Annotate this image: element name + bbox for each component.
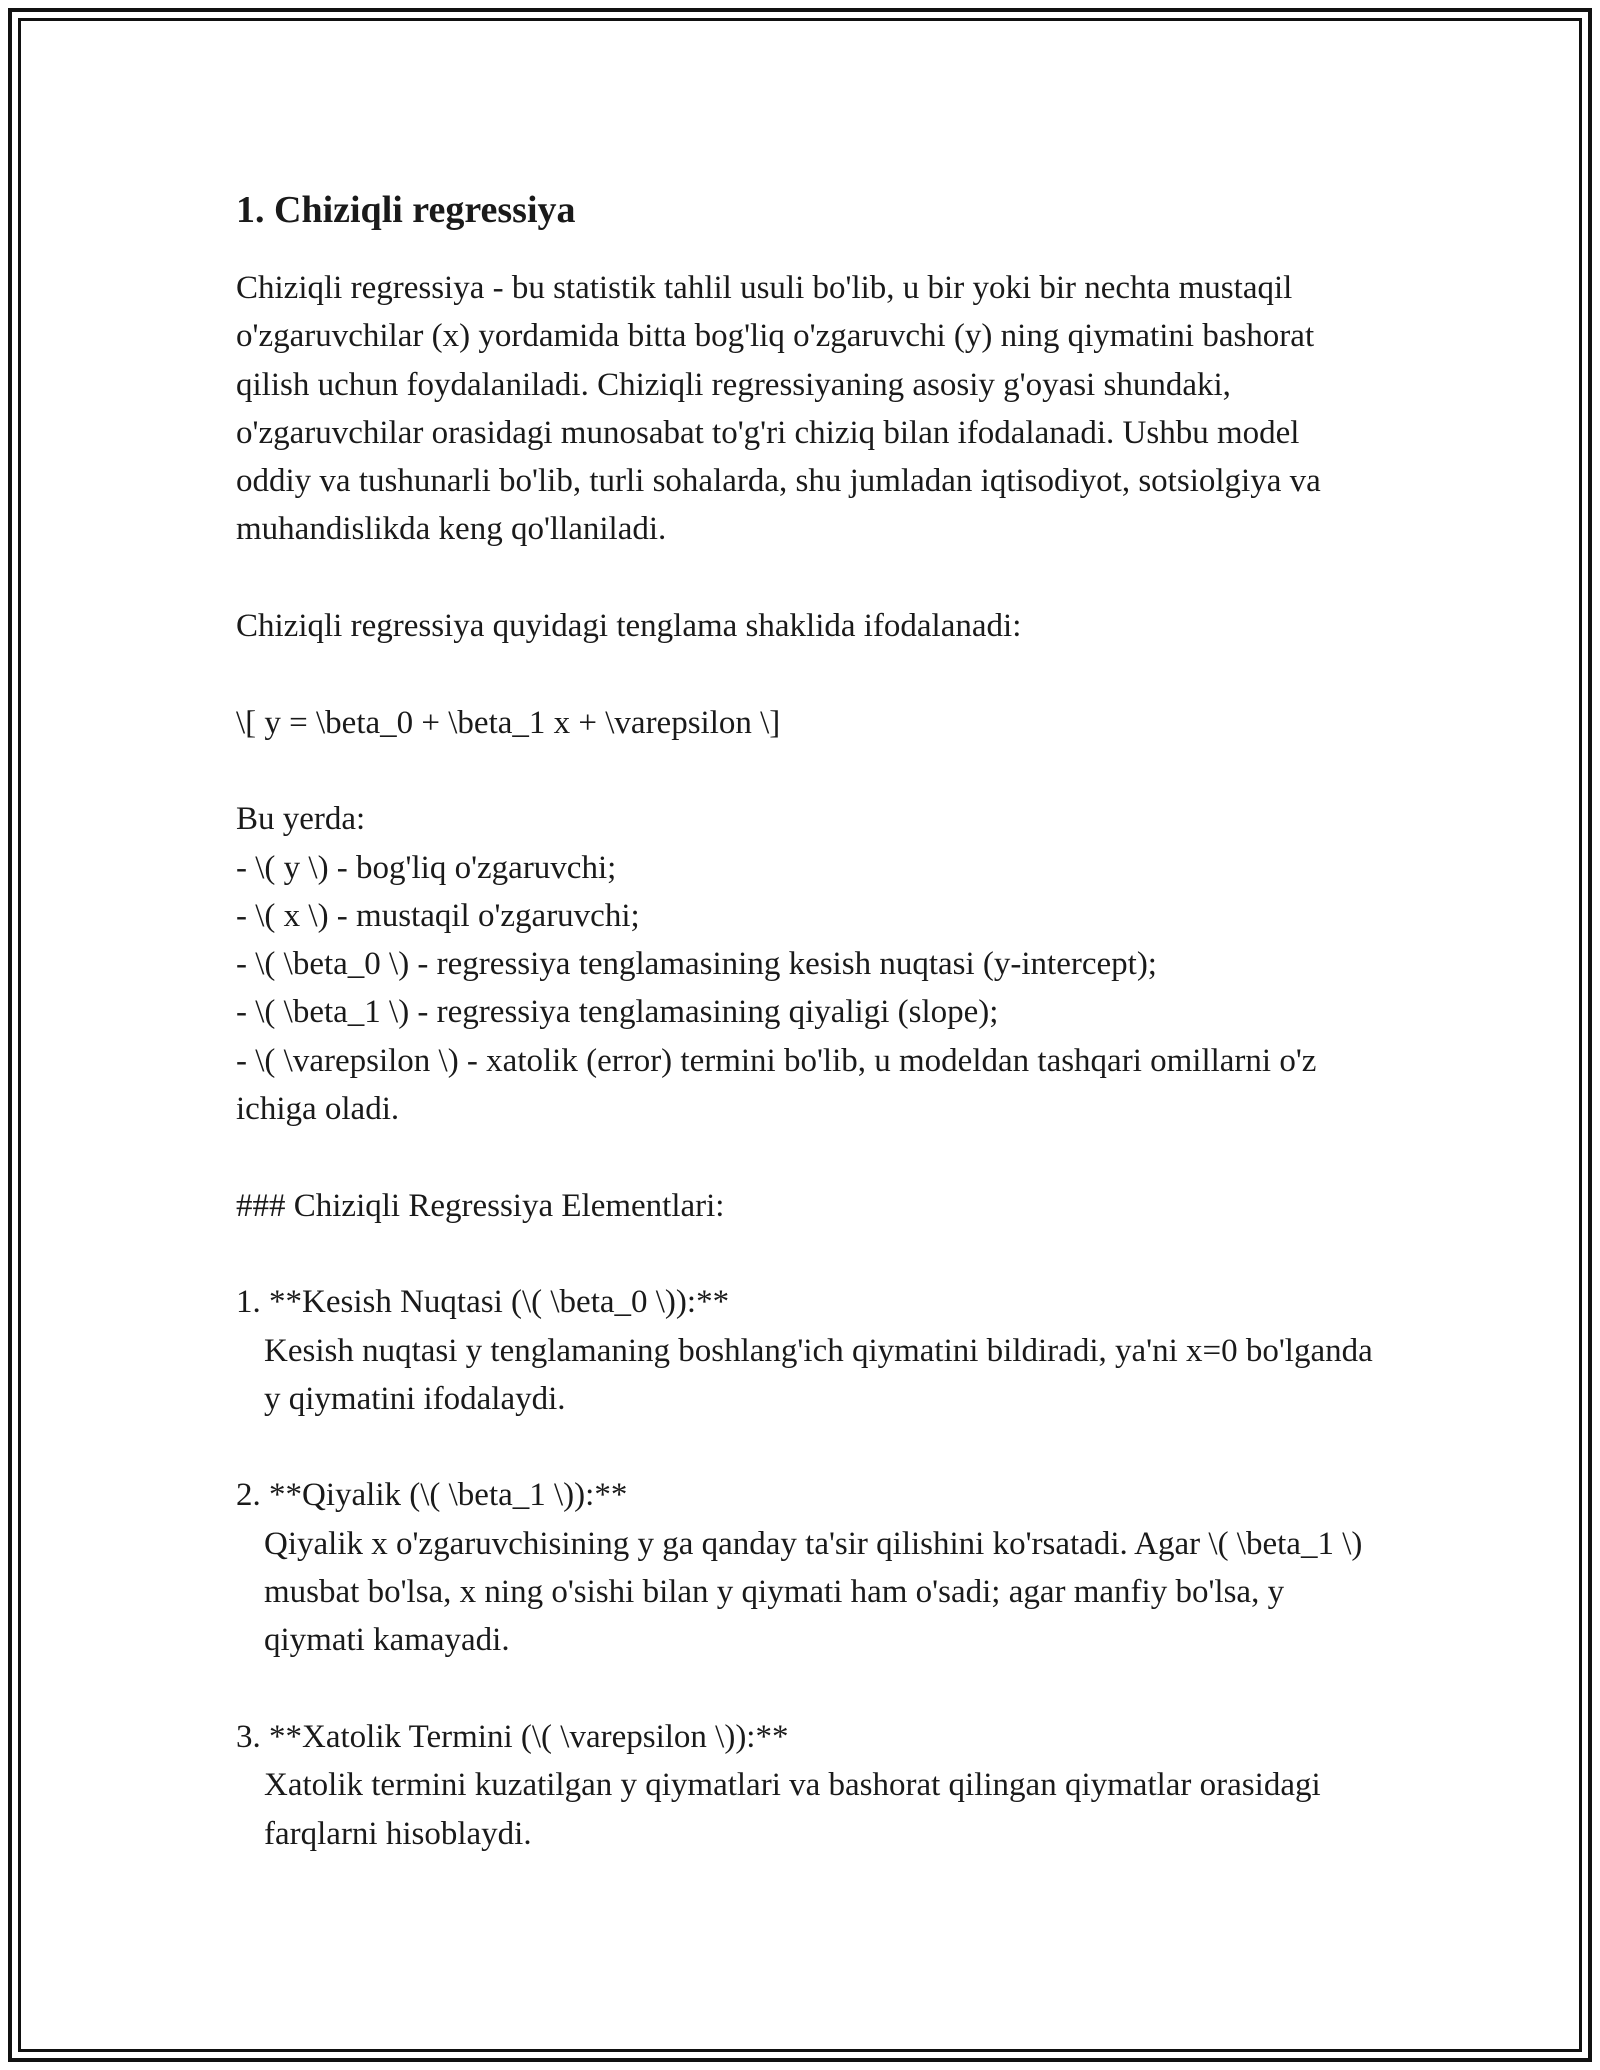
list-item-title: 2. **Qiyalik (\( \beta_1 \)):** [236, 1477, 628, 1514]
intro-paragraph: Chiziqli regressiya - bu statistik tahlil usuli bo'lib, u bir yoki bir nechta mustaqil o'zgaruvchilar (x) yordamida bitta bog'liq o'zgaruvchi (y) ning qiymatini bashorat qilish uchun foydalaniladi. Chiziqli regressiyaning asosiy g'oyasi shundaki, o'zgaruvchilar orasidagi munosabat to'g'ri chiziq bilan ifodalanadi. Ushbu model oddiy va tushunarli bo'lib, turli sohalarda, shu jumladan iqtisodiyot, sotsiolgiya va muhandislikda keng qo'llaniladi. [236, 270, 1321, 548]
where-block [236, 795, 1376, 1133]
section-heading: ### Chiziqli Regressiya Elementlari: [236, 1187, 725, 1224]
list-item [236, 1713, 1376, 1858]
term-line: - \( \beta_0 \) - regressiya tenglamasining kesish nuqtasi (y-intercept); [236, 946, 1157, 983]
where-label: Bu yerda: [236, 801, 366, 838]
list-item-body: Qiyalik x o'zgaruvchisining y ga qanday ta'sir qilishini ko'rsatadi. Agar \( \beta_1 \) musbat bo'lsa, x ning o'sishi bilan y qiymati ham o'sadi; agar manfiy bo'lsa, y qiymati kamayadi. [264, 1525, 1363, 1659]
term-line: - \( \beta_1 \) - regressiya tenglamasining qiyaligi (slope); [236, 994, 999, 1031]
equation-intro: Chiziqli regressiya quyidagi tenglama shaklida ifodalanadi: [236, 608, 1022, 645]
list-item-title: 1. **Kesish Nuqtasi (\( \beta_0 \)):** [236, 1284, 730, 1321]
term-line: - \( x \) - mustaqil o'zgaruvchi; [236, 897, 640, 934]
document-body [236, 186, 1376, 1858]
list-item-body: Xatolik termini kuzatilgan y qiymatlari va bashorat qilingan qiymatlar orasidagi farqlarni hisoblaydi. [264, 1767, 1321, 1852]
term-line: - \( \varepsilon \) - xatolik (error) termini bo'lib, u modeldan tashqari omillarni o'z ichiga oladi. [236, 1042, 1317, 1128]
list-item-title: 3. **Xatolik Termini (\( \varepsilon \)):** [236, 1718, 789, 1755]
list-item-body: Kesish nuqtasi y tenglamaning boshlang'ich qiymatini bildiradi, ya'ni x=0 bo'lganda y qiymatini ifodalaydi. [264, 1332, 1373, 1417]
equation: \[ y = \beta_0 + \beta_1 x + \varepsilon \] [236, 704, 781, 741]
term-line: - \( y \) - bog'liq o'zgaruvchi; [236, 849, 617, 886]
list-item [236, 1278, 1376, 1423]
list-item [236, 1471, 1376, 1664]
document-title: 1. Chiziqli regressiya [236, 189, 576, 231]
